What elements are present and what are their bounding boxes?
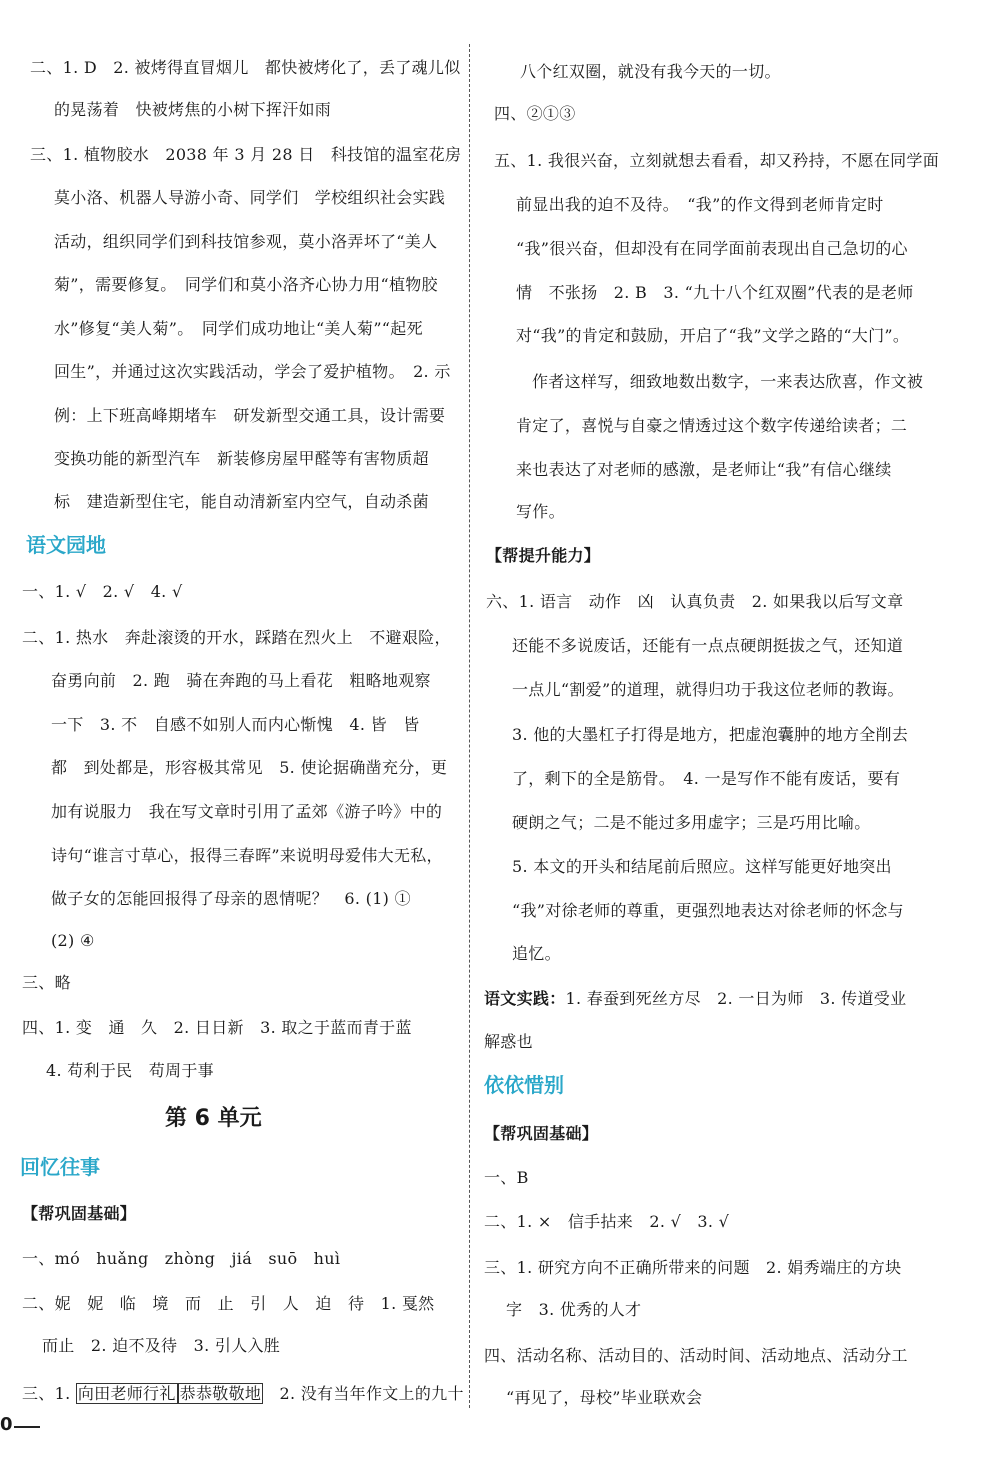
text-run: 三、1. [22, 1384, 76, 1403]
text-line: 奋勇向前 2. 跑 骑在奔跑的马上看花 粗略地观察 [51, 671, 431, 690]
text-line: 4. 苟利于民 苟周于事 [46, 1061, 214, 1080]
text-line: 对“我”的肯定和鼓励，开启了“我”文学之路的“大门”。 [516, 326, 910, 345]
text-line: 四、②①③ [494, 104, 576, 123]
page-number: 0 [0, 1414, 13, 1435]
text-line: 加有说服力 我在写文章时引用了孟郊《游子吟》中的 [51, 802, 443, 821]
section-title-yuwen-yuandi: 语文园地 [26, 533, 106, 557]
subsection-label: 【帮巩固基础】 [484, 1124, 599, 1143]
text-line: 三、略 [22, 973, 71, 992]
text-line: (2) ④ [51, 931, 95, 950]
text-line: 一、1. √ 2. √ 4. √ [22, 582, 183, 601]
text-line: 变换功能的新型汽车 新装修房屋甲醛等有害物质超 [54, 449, 429, 468]
text-line [484, 989, 906, 1009]
text-line: 还能不多说废话，还能有一点点硬朗挺拔之气，还知道 [512, 636, 904, 655]
text-line: 水”修复“美人菊”。 同学们成功地让“美人菊”“起死 [54, 319, 423, 338]
column-divider [469, 44, 470, 1408]
text-run: 2. 没有当年作文上的九十 [263, 1384, 464, 1403]
text-line: 三、1. 研究方向不正确所带来的问题 2. 娟秀端庄的方块 [484, 1258, 902, 1277]
boxed-answer: 向田老师行礼 [77, 1384, 176, 1403]
text-line: 一点儿“割爱”的道理，就得归功于我这位老师的教诲。 [512, 680, 904, 699]
subsection-label: 【帮巩固基础】 [22, 1204, 137, 1223]
text-line: 一下 3. 不 自感不如别人而内心惭愧 4. 皆 皆 [51, 715, 420, 734]
text-line: 写作。 [516, 502, 565, 521]
text-line: 5. 本文的开头和结尾前后照应。这样写能更好地突出 [512, 857, 892, 876]
text-line: 肯定了，喜悦与自豪之情透过这个数字传递给读者；二 [516, 416, 908, 435]
unit-heading: 第 6 单元 [165, 1106, 262, 1131]
text-line: 了，剩下的全是筋骨。 4. 一是写作不能有废话，要有 [512, 769, 901, 788]
boxed-answer: 恭恭敬敬地 [179, 1384, 262, 1403]
text-line: 追忆。 [512, 944, 561, 963]
text-line: “我”很兴奋，但却没有在同学面前表现出自己急切的心 [516, 239, 908, 258]
text-line: 标 建造新型住宅，能自动清新室内空气，自动杀菌 [54, 492, 429, 511]
text-line: 作者这样写，细致地数出数字，一来表达欣喜，作文被 [532, 372, 924, 391]
text-line: 前显出我的迫不及待。 “我”的作文得到老师肯定时 [516, 195, 884, 214]
text-line: 四、活动名称、活动目的、活动时间、活动地点、活动分工 [484, 1346, 908, 1365]
text-line: 的晃荡着 快被烤焦的小树下挥汗如雨 [54, 100, 332, 119]
text-line: 一、B [484, 1168, 529, 1187]
text-line: 菊”，需要修复。 同学们和莫小洛齐心协力用“植物胶 [54, 275, 438, 294]
text-line: 都 到处都是，形容极其常见 5. 使论据确凿充分，更 [51, 758, 448, 777]
text-line: 而止 2. 迫不及待 3. 引人入胜 [42, 1336, 281, 1355]
text-line: 回生”，并通过这次实践活动，学会了爱护植物。 2. 示 [54, 362, 451, 381]
page-number-rule [14, 1426, 40, 1428]
text-line: 3. 他的大墨杠子打得是地方，把虚泡囊肿的地方全削去 [512, 725, 909, 744]
text-line: 诗句“谁言寸草心，报得三春晖”来说明母爱伟大无私， [51, 846, 443, 865]
text-line: 四、1. 变 通 久 2. 日日新 3. 取之于蓝而青于蓝 [22, 1018, 412, 1037]
text-run: 1. 春蚕到死丝方尽 2. 一日为师 3. 传道受业 [565, 989, 907, 1008]
text-line: 一、mó huǎng zhòng jiá suō huì [22, 1249, 341, 1268]
text-line: 莫小洛、机器人导游小奇、同学们 学校组织社会实践 [54, 188, 446, 207]
subsection-label: 【帮提升能力】 [486, 546, 601, 565]
text-line: 六、1. 语言 动作 凶 认真负责 2. 如果我以后写文章 [486, 592, 904, 611]
text-line: 二、妮 妮 临 境 而 止 引 人 迫 待 1. 戛然 [22, 1294, 435, 1313]
text-line: 硬朗之气；二是不能过多用虚字；三是巧用比喻。 [512, 813, 871, 832]
text-line: 字 3. 优秀的人才 [506, 1300, 642, 1319]
practice-label: 语文实践： [484, 989, 566, 1008]
text-line: 来也表达了对老师的感激，是老师让“我”有信心继续 [516, 460, 892, 479]
section-title-yiyi-xibie: 依依惜别 [484, 1073, 564, 1097]
text-line: “再见了，母校”毕业联欢会 [506, 1388, 703, 1407]
text-line [22, 1384, 464, 1404]
text-line: 二、1. 热水 奔赴滚烫的开水，踩踏在烈火上 不避艰险， [22, 628, 451, 647]
text-line: 例：上下班高峰期堵车 研发新型交通工具，设计需要 [54, 406, 446, 425]
text-line: 二、1. D 2. 被烤得直冒烟儿 都快被烤化了，丢了魂儿似 [30, 58, 461, 77]
text-line: 二、1. × 信手拈来 2. √ 3. √ [484, 1212, 730, 1231]
text-line: “我”对徐老师的尊重，更强烈地表达对徐老师的怀念与 [512, 901, 904, 920]
text-line: 情 不张扬 2. B 3. “九十八个红双圈”代表的是老师 [516, 283, 914, 302]
text-line: 三、1. 植物胶水 2038 年 3 月 28 日 科技馆的温室花房 [30, 145, 462, 164]
text-line: 活动，组织同学们到科技馆参观，莫小洛弄坏了“美人 [54, 232, 438, 251]
text-line: 解惑也 [484, 1032, 533, 1051]
text-line: 做子女的怎能回报得了母亲的恩情呢？ 6. (1) ① [51, 889, 411, 908]
text-line: 五、1. 我很兴奋，立刻就想去看看，却又矜持，不愿在同学面 [494, 151, 940, 170]
text-line: 八个红双圈，就没有我今天的一切。 [520, 62, 781, 81]
section-title-huiyi-wangshi: 回忆往事 [20, 1155, 100, 1179]
